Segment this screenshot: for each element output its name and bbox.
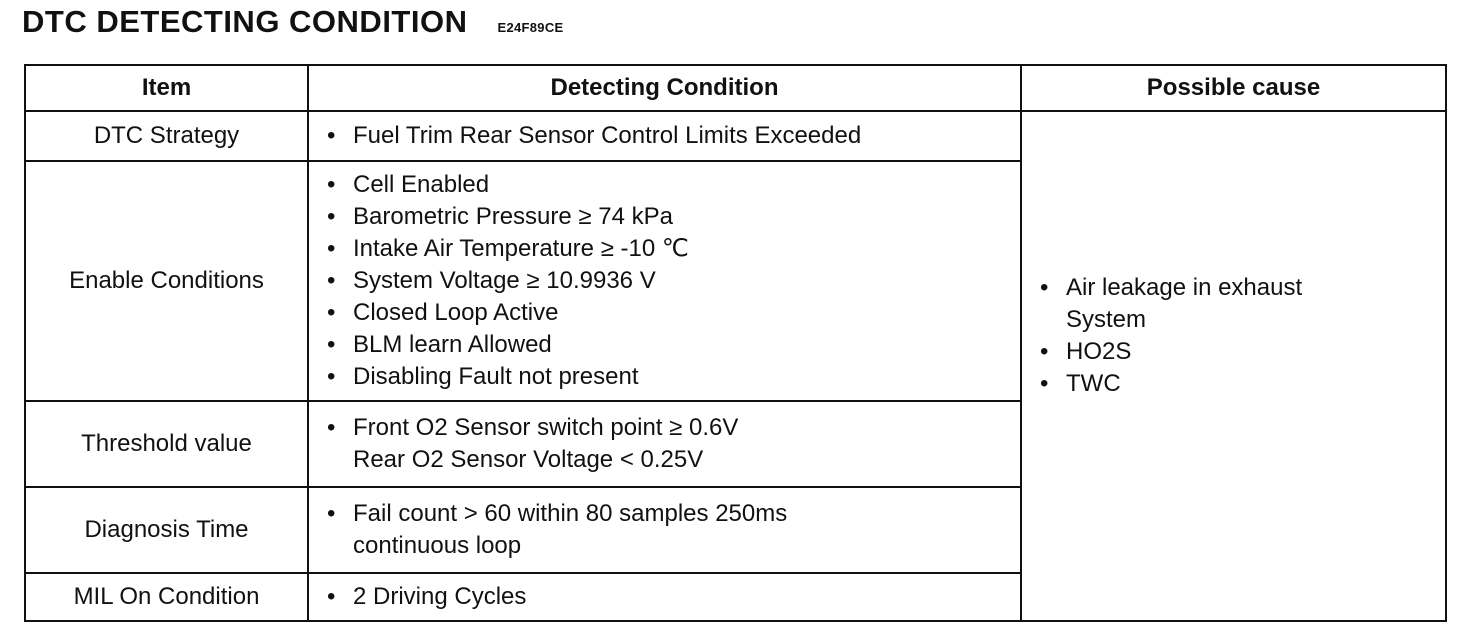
cause-line: • Air leakage in exhaust — [1066, 272, 1435, 304]
header-item: Item — [25, 65, 308, 111]
condition-line: continuous loop — [353, 532, 522, 559]
condition-line: • Intake Air Temperature ≥ -10 ℃ — [353, 233, 1010, 265]
condition-line: • Front O2 Sensor switch point ≥ 0.6V — [353, 412, 1010, 444]
condition-cell — [308, 401, 1021, 487]
condition-line: • Cell Enabled — [353, 169, 1010, 201]
header-detecting-condition: Detecting Condition — [308, 65, 1021, 111]
item-cell: Enable Conditions — [25, 161, 308, 401]
table-row-dtc-strategy — [25, 111, 1446, 161]
condition-line: • Fuel Trim Rear Sensor Control Limits Exceeded — [353, 120, 1010, 152]
condition-line: • 2 Driving Cycles — [353, 581, 1010, 613]
dtc-condition-table — [24, 64, 1447, 622]
table-header-row — [25, 65, 1446, 111]
document-code: E24F89CE — [497, 20, 564, 35]
condition-line: • Barometric Pressure ≥ 74 kPa — [353, 201, 1010, 233]
condition-line: • Fail count > 60 within 80 samples 250ms — [353, 498, 1010, 530]
condition-cell — [308, 573, 1021, 621]
condition-line: • System Voltage ≥ 10.9936 V — [353, 265, 1010, 297]
page-title: DTC DETECTING CONDITION — [22, 4, 468, 39]
possible-cause-cell — [1021, 111, 1446, 621]
item-cell: Diagnosis Time — [25, 487, 308, 573]
condition-cell — [308, 487, 1021, 573]
item-cell: Threshold value — [25, 401, 308, 487]
item-cell: MIL On Condition — [25, 573, 308, 621]
cause-line: • TWC — [1066, 368, 1435, 400]
condition-line: • BLM learn Allowed — [353, 329, 1010, 361]
cause-line: • HO2S — [1066, 336, 1435, 368]
condition-cell — [308, 161, 1021, 401]
condition-line: • Disabling Fault not present — [353, 361, 1010, 393]
condition-cell — [308, 111, 1021, 161]
condition-line: • Closed Loop Active — [353, 297, 1010, 329]
page-heading — [22, 4, 564, 40]
item-cell: DTC Strategy — [25, 111, 308, 161]
cause-line: System — [1066, 306, 1147, 333]
header-possible-cause: Possible cause — [1021, 65, 1446, 111]
condition-line: Rear O2 Sensor Voltage < 0.25V — [353, 446, 704, 473]
